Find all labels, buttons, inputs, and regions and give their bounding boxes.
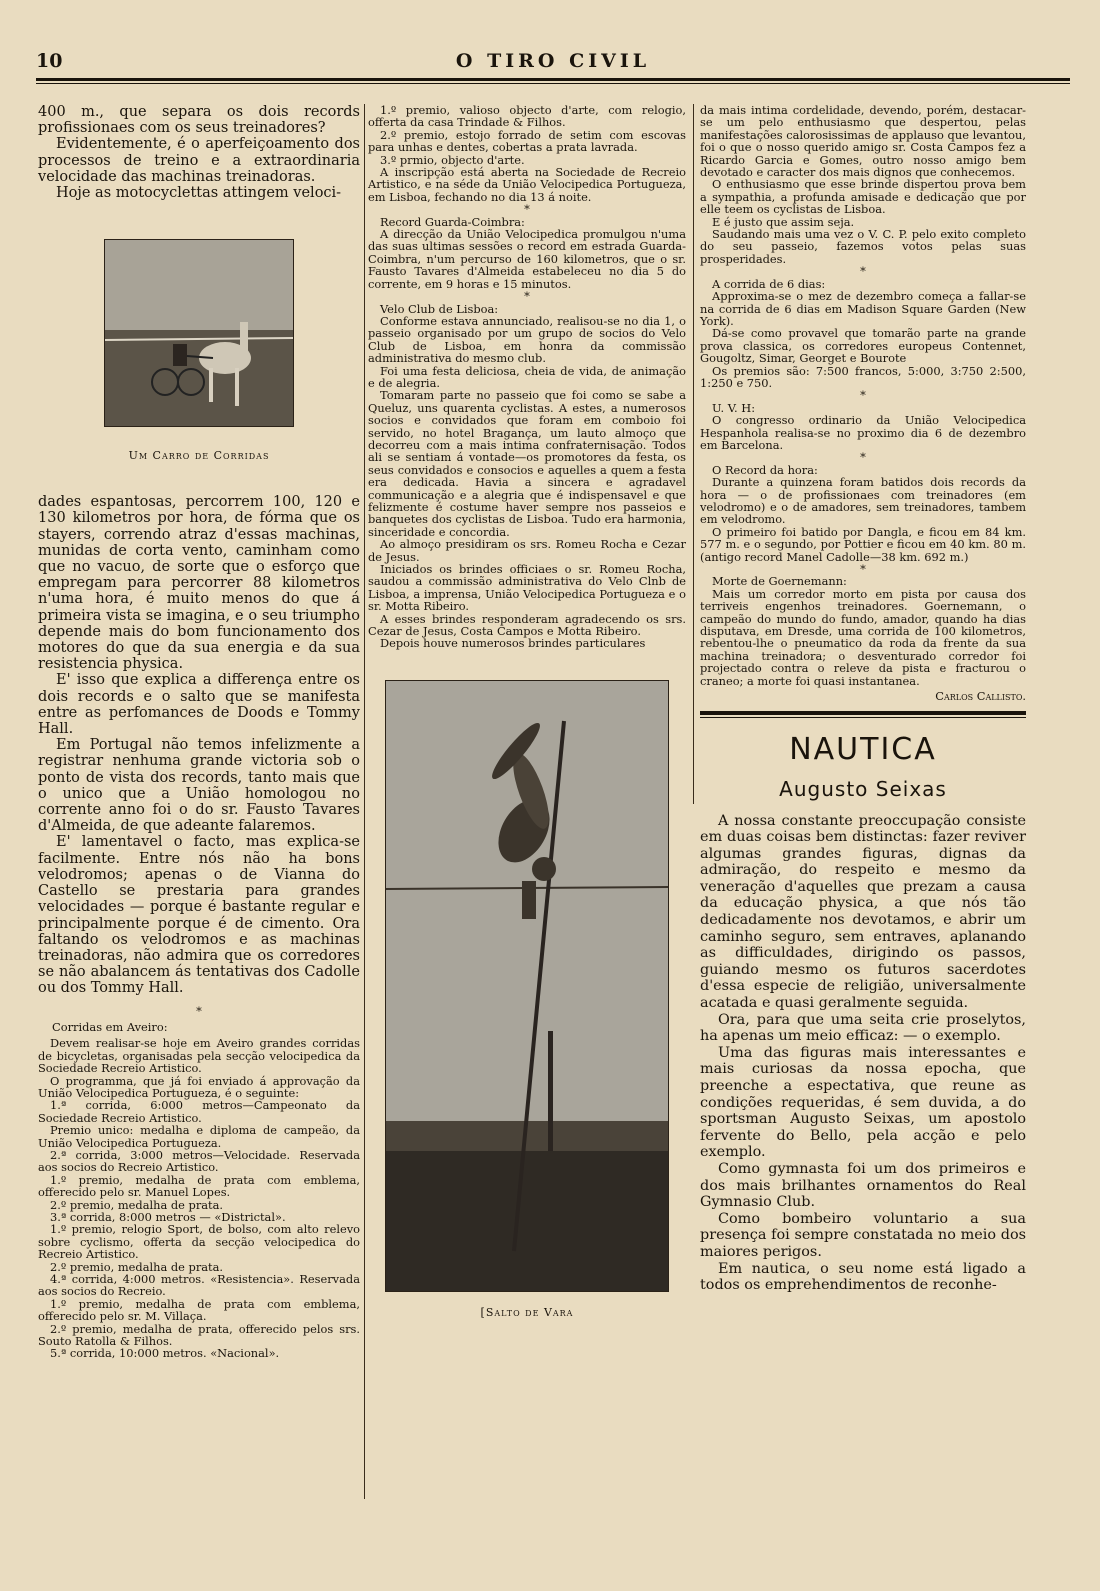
section-separator: * (196, 1003, 202, 1018)
page-header (36, 44, 1070, 84)
section-separator: * (860, 264, 866, 279)
paragraph: Mais um corredor morto em pista por causa dos terriveis engenhos treinadores. Goernemann, o campeão do mundo do fundo, amador, quando ha dias disputava, em Dresde, uma corrida de 100 kilometros, rebentou-lhe o pneumatico da roda da frente da sua machina treinadora; o desventurado corredor foi projectado contra o releve da pista e fracturou o craneo; a morte foi quasi instantanea. (700, 586, 1026, 688)
paragraph: A esses brindes responderam agradecendo os srs. Cezar de Jesus, Costa Campos e Motta Ribeiro. (368, 611, 686, 639)
section-separator: * (524, 202, 530, 217)
paragraph: A nossa constante preoccupação consiste em duas coisas bem distinctas: fazer reviver algumas grandes figuras, dignas da admiração, do respeito e mesmo da veneração d'aquelles que prezam a causa da educação physica, a que nós tão dedicadamente nos devotamos, e abrir um caminho seguro, sem entraves, aplanando as difficuldades, dirigindo os passos, guiando mesmo os futuros sacerdotes d'essa especie de religião, universalmente acatada e quasi geralmente seguida. (700, 812, 1026, 1012)
paragraph: Approxima-se o mez de dezembro começa a fallar-se na corrida de 6 dias em Madison Square Garden (New York). (700, 289, 1026, 328)
paragraph: 3.ª corrida, 8:000 metros — «Districtal». (50, 1210, 286, 1225)
section-separator: * (524, 289, 530, 304)
paragraph: Em nautica, o seu nome está ligado a todos os emprehendimentos de reconhe- (700, 1260, 1026, 1294)
paragraph: O primeiro foi batido por Dangla, e ficou em 84 km. 577 m. e o segundo, por Pottier e ficou em 40 km. 80 m. (antigo record Manel Cadolle—38 km. 692 m.) (700, 524, 1026, 564)
paragraph: O enthusiasmo que esse brinde dispertou prova bem a sympathia, a profunda amisade e dedicação que por elle teem os cyclistas de Lisboa. (700, 177, 1026, 217)
pole-vault-photo (385, 680, 669, 1292)
paragraph: A direcção da União Velocipedica promulgou n'uma das suas ultimas sessões o record em estrada Guarda-Coimbra, n'um percurso de 160 kilometros, que o sr. Fausto Tavares d'Almeida estabeleceu no dia 5 do corrente, em 9 horas e 15 minutos. (368, 227, 686, 291)
section-heading: Corridas em Aveiro: (52, 1019, 168, 1034)
section-heading: Record Guarda-Coimbra: (380, 214, 525, 229)
paragraph: Ao almoço presidiram os srs. Romeu Rocha e Cezar de Jesus. (368, 537, 686, 564)
column-1 (38, 104, 360, 1360)
paragraph: 5.ª corrida, 10:000 metros. «Nacional». (50, 1346, 280, 1361)
paragraph: Dá-se como provavel que tomarão parte na grande prova classica, os corredores europeus Contennet, Gougoltz, Simar, Georget e Bourote (700, 326, 1026, 366)
column-2 (368, 104, 686, 1319)
paragraph: 3.º prmio, objecto d'arte. (380, 152, 525, 167)
section-separator: * (860, 450, 866, 465)
photo-caption: Um Carro de Corridas (128, 449, 270, 463)
section-rule (700, 711, 1026, 715)
paragraph: 2.º premio, estojo forrado de setim com escovas para unhas e dentes, cobertas a prata lavrada. (368, 127, 686, 155)
publication-title: O TIRO CIVIL (455, 50, 651, 72)
paragraph: E' lamentavel o facto, mas explica-se facilmente. Entre nós não ha bons velodromos; apenas o de Vianna do Castello se prestaria para grandes velocidades — porque é bastante regular e principalmente porque é de cimento. Ora faltando os velodromos e as machinas treinadoras, não admira que os corredores se não abalancem ás tentativas dos Cadolle ou dos Tommy Hall. (38, 834, 360, 997)
section-heading: A corrida de 6 dias: (712, 276, 826, 291)
paragraph: Tomaram parte no passeio que foi como se sabe a Queluz, uns quarenta cyclistas. A estes, a numerosos socios e convidados que foram em comboio foi servido, no hotel Bragança, um lauto almoço que decorreu com a mais intima confraternisação. Todos ali se sentiam á vontade—os promotores da festa, os seus convidados e consocios e aquelles a quem a festa era dedicada. Havia a sincera e agradavel communicação e a alegria que é indispensavel e que felizmente é costume haver sempre nos passeios e banquetes dos cyclistas de Lisboa. Tudo era harmonia, sinceridade e concordia. (368, 388, 686, 539)
race-cart-illustration (105, 240, 293, 426)
page-number: 10 (36, 50, 63, 72)
paragraph: Depois houve numerosos brindes particulares (380, 636, 646, 651)
paragraph: 1.º premio, medalha de prata com emblema, offerecido pelo sr. M. Villaça. (38, 1296, 360, 1324)
paragraph: Durante a quinzena foram batidos dois records da hora — o de profissionaes com treinadores (em velodromo) e o de amadores, sem treinadores, tambem em velodromo. (700, 475, 1026, 527)
paragraph: Uma das figuras mais interessantes e mais curiosas da nossa epocha, que preenche a espectativa, que reune as condições requeridas, é sem duvida, a do sportsman Augusto Seixas, um apostolo fervente do Bello, pela acção e pelo exemplo. (700, 1044, 1026, 1161)
race-cart-photo (104, 239, 294, 427)
paragraph: O programma, que já foi enviado á approvação da União Velocipedica Portugueza, é o seguinte: (38, 1073, 360, 1100)
paragraph: Devem realisar-se hoje em Aveiro grandes corridas de bicycletas, organisadas pela secção velocipedica da Sociedade Recreio Artistico. (38, 1036, 360, 1076)
section-heading: Velo Club de Lisboa: (380, 301, 499, 316)
column-divider (364, 104, 365, 1499)
paragraph: Como gymnasta foi um dos primeiros e dos mais brilhantes ornamentos do Real Gymnasio Club. (700, 1160, 1026, 1211)
paragraph: Evidentemente, é o aperfeiçoamento dos processos de treino e a extraordinaria velocidade das machinas treinadoras. (38, 136, 360, 185)
section-heading: Morte de Goernemann: (712, 574, 847, 589)
section-separator: * (860, 562, 866, 577)
paragraph: O congresso ordinario da União Velocipedica Hespanhola realisa-se no proximo dia 6 de dezembro em Barcelona. (700, 413, 1026, 452)
paragraph: 400 m., que separa os dois records profissionaes com os seus treinadores? (38, 104, 360, 137)
paragraph: A inscripção está aberta na Sociedade de Recreio Artistico, e na séde da União Velocipedica Portugueza, em Lisboa, fechando no dia 13 á noite. (368, 165, 686, 204)
paragraph: E é justo que assim seja. (712, 214, 855, 229)
paragraph: Iniciados os brindes officiaes o sr. Romeu Rocha, saudou a commissão administrativa do Velo Clnb de Lisboa, a imprensa, União Velocipedica Portugueza e o sr. Motta Ribeiro. (368, 562, 686, 614)
article-title: Augusto Seixas (779, 776, 947, 801)
paragraph: 2.º premio, medalha de prata, offerecido pelos srs. Souto Ratolla & Filhos. (38, 1321, 360, 1349)
section-heading: U. V. H: (712, 400, 756, 415)
paragraph: Saudando mais uma vez o V. C. P. pelo exito completo do seu passeio, fazemos votos pelas suas prosperidades. (700, 227, 1026, 266)
author-signature: Carlos Callisto. (935, 689, 1026, 704)
paragraph: Foi uma festa deliciosa, cheia de vida, de animação e de alegria. (368, 363, 686, 390)
paragraph: Conforme estava annunciado, realisou-se no dia 1, o passeio organisado por um grupo de socios do Velo Club de Lisboa, em honra da commissão administrativa do mesmo club. (368, 313, 686, 366)
paragraph: 2.º premio, medalha de prata. (50, 1259, 224, 1274)
paragraph: 2.ª corrida, 3:000 metros—Velocidade. Reservada aos socios do Recreio Artistico. (38, 1147, 360, 1175)
paragraph: Hoje as motocyclettas attingem veloci- (56, 185, 342, 202)
header-rule (36, 78, 1070, 81)
header-rule-thin (36, 83, 1070, 84)
paragraph: 1.º premio, relogio Sport, de bolso, com alto relevo sobre cyclismo, offerta da secção velocipedica do Recreio Artistico. (38, 1222, 360, 1262)
section-rule-thin (700, 717, 1026, 718)
photo-caption: [Salto de Vara (480, 1305, 574, 1319)
paragraph: Em Portugal não temos infelizmente a registrar nenhuma grande victoria sob o ponto de vista dos records, tanto mais que o unico que a União homologou no corrente anno foi o do sr. Fausto Tavares d'Almeida, de que adeante falaremos. (38, 737, 360, 835)
paragraph: 1.ª corrida, 6:000 metros—Campeonato da Sociedade Recreio Artistico. (38, 1098, 360, 1125)
paragraph: 2.º premio, medalha de prata. (50, 1197, 224, 1212)
paragraph: 1.º premio, valioso objecto d'arte, com relogio, offerta da casa Trindade & Filhos. (368, 103, 686, 130)
column-divider (693, 104, 694, 804)
paragraph: Ora, para que uma seita crie proselytos, ha apenas um meio efficaz: — o exemplo. (700, 1011, 1026, 1045)
paragraph: 1.º premio, medalha de prata com emblema, offerecido pelo sr. Manuel Lopes. (38, 1172, 360, 1200)
paragraph: dades espantosas, percorrem 100, 120 e 130 kilometros por hora, de fórma que os stayers, correndo atraz d'essas machinas, munidas de corta vento, caminham como que no vacuo, de sorte que o esforço que empregam para percorrer 88 kilometros n'uma hora, é muito menos do que á primeira vista se imagina, e o seu triumpho depende mais do bom funcionamento dos motores do que da sua energia e da sua resistencia physica. (38, 494, 360, 673)
paragraph: E' isso que explica a differença entre os dois records e o salto que se manifesta entre as perfomances de Doods e Tommy Hall. (38, 672, 360, 738)
pole-vault-illustration (386, 681, 668, 1291)
section-heading: O Record da hora: (712, 462, 818, 477)
column-3 (700, 104, 1026, 1294)
section-title: NAUTICA (789, 731, 937, 767)
section-separator: * (860, 388, 866, 403)
paragraph: Os premios são: 7:500 francos, 5:000, 3:750 2:500, 1:250 e 750. (700, 363, 1026, 390)
paragraph: da mais intima cordelidade, devendo, porém, destacar-se um pelo enthusiasmo que despertou, pelas manifestações calorosissimas de applauso que levantou, foi o que o nosso querido amigo sr. Costa Campos fez a Ricardo Garcia e Gomes, outro nosso amigo bem devotado e caracter dos mais dignos que conhecemos. (700, 103, 1026, 180)
paragraph: 4.ª corrida, 4:000 metros. «Resistencia». Reservada aos socios do Recreio. (38, 1272, 360, 1299)
paragraph: Como bombeiro voluntario a sua presença foi sempre constatada no meio dos maiores perigos. (700, 1210, 1026, 1260)
paragraph: Premio unico: medalha e diploma de campeão, da União Velocipedica Portugueza. (38, 1123, 360, 1150)
